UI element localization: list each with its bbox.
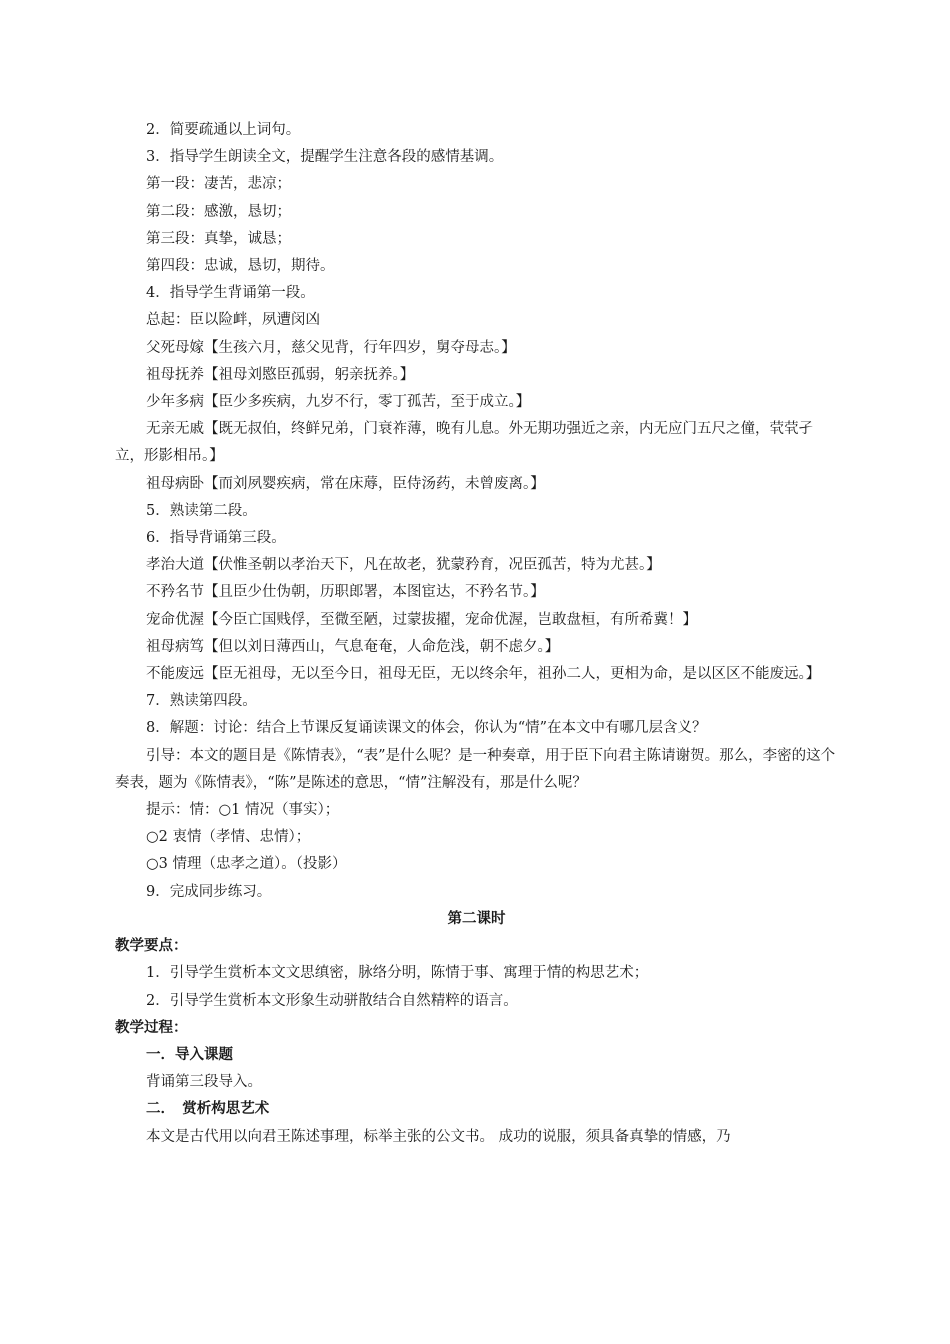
text-line: 4．指导学生背诵第一段。 xyxy=(146,285,315,302)
text-line: 5．熟读第二段。 xyxy=(146,502,257,519)
text-line: 3．指导学生朗读全文，提醒学生注意各段的感情基调。 xyxy=(146,149,504,166)
text-line: 8．解题：讨论：结合上节课反复诵读课文的体会，你认为“情”在本文中有哪几层含义？ xyxy=(146,720,707,737)
text-line: 孝治大道【伏惟圣朝以孝治天下，凡在故老，犹蒙矜育，况臣孤苦，特为尤甚。】 xyxy=(146,557,661,574)
text-line: 宠命优渥【今臣亡国贱俘，至微至陋，过蒙拔擢，宠命优渥，岂敢盘桓，有所希冀！】 xyxy=(146,611,697,628)
text-line: 提示：情：○1 情况（事实）； xyxy=(146,802,340,819)
text-line: 7．熟读第四段。 xyxy=(146,693,257,710)
text-line: 祖母病笃【但以刘日薄西山，气息奄奄，人命危浅，朝不虑夕。】 xyxy=(146,638,560,655)
text-line: 6．指导背诵第三段。 xyxy=(146,530,286,547)
text-line: 祖母病卧【而刘夙婴疾病，常在床蓐，臣侍汤药，未曾废离。】 xyxy=(146,475,545,492)
text-line: 第四段：忠诚，恳切，期待。 xyxy=(146,258,335,275)
section-title: 第二课时 xyxy=(447,910,506,927)
text-line: 第三段：真挚，诚恳； xyxy=(146,230,291,247)
text-line: 第二段：感激，恳切； xyxy=(146,203,291,220)
text-paragraph: 不能废远【臣无祖母，无以至今日，祖母无臣，无以终余年，祖孙二人，更相为命，是以区区不能废远。】 xyxy=(146,666,821,683)
section-heading: 教学要点： xyxy=(115,938,188,955)
section-heading: 教学过程： xyxy=(115,1019,188,1036)
text-line: 祖母抚养【祖母刘愍臣孤弱，躬亲抚养。】 xyxy=(146,366,415,383)
text-line: 总起：臣以险衅，夙遭闵凶 xyxy=(146,312,320,329)
text-line: 9．完成同步练习。 xyxy=(146,883,272,900)
text-line: 父死母嫁【生孩六月，慈父见背，行年四岁，舅夺母志。】 xyxy=(146,339,516,356)
subsection-heading: 二． 赏析构思艺术 xyxy=(146,1101,270,1118)
text-line: 2．简要疏通以上词句。 xyxy=(146,122,301,138)
subsection-heading: 一．导入课题 xyxy=(146,1046,233,1063)
text-paragraph: 引导：本文的题目是《陈情表》，“表”是什么呢？是一种奏章，用于臣下向君主陈请谢贺。那么，李密的这个奏表，题为《陈情表》，“陈”是陈述的意思，“情”注解没有，那是什么呢？ xyxy=(115,747,836,791)
text-line: 不矜名节【且臣少仕伪朝，历职郎署，本图宦达，不矜名节。】 xyxy=(146,584,545,601)
text-paragraph: 无亲无戚【既无叔伯，终鲜兄弟，门衰祚薄，晚有儿息。外无期功强近之亲，内无应门五尺之僮，茕茕孑立，形影相吊。】 xyxy=(115,421,813,465)
text-line: 背诵第三段导入。 xyxy=(146,1074,262,1091)
text-line: 本文是古代用以向君王陈述事理，标举主张的公文书。 成功的说服，须具备真挚的情感，乃 xyxy=(146,1128,731,1145)
text-line: ○3 情理（忠孝之道）。（投影） xyxy=(146,856,347,873)
document-page xyxy=(115,117,838,1151)
text-line: ○2 衷情（孝情、忠情）； xyxy=(146,829,311,846)
text-line: 少年多病【臣少多疾病，九岁不行，零丁孤苦，至于成立。】 xyxy=(146,394,531,411)
text-line: 2．引导学生赏析本文形象生动骈散结合自然精粹的语言。 xyxy=(146,992,518,1009)
text-line: 第一段：凄苦，悲凉； xyxy=(146,176,291,193)
text-line: 1．引导学生赏析本文文思缜密，脉络分明，陈情于事、寓理于情的构思艺术； xyxy=(146,965,649,982)
